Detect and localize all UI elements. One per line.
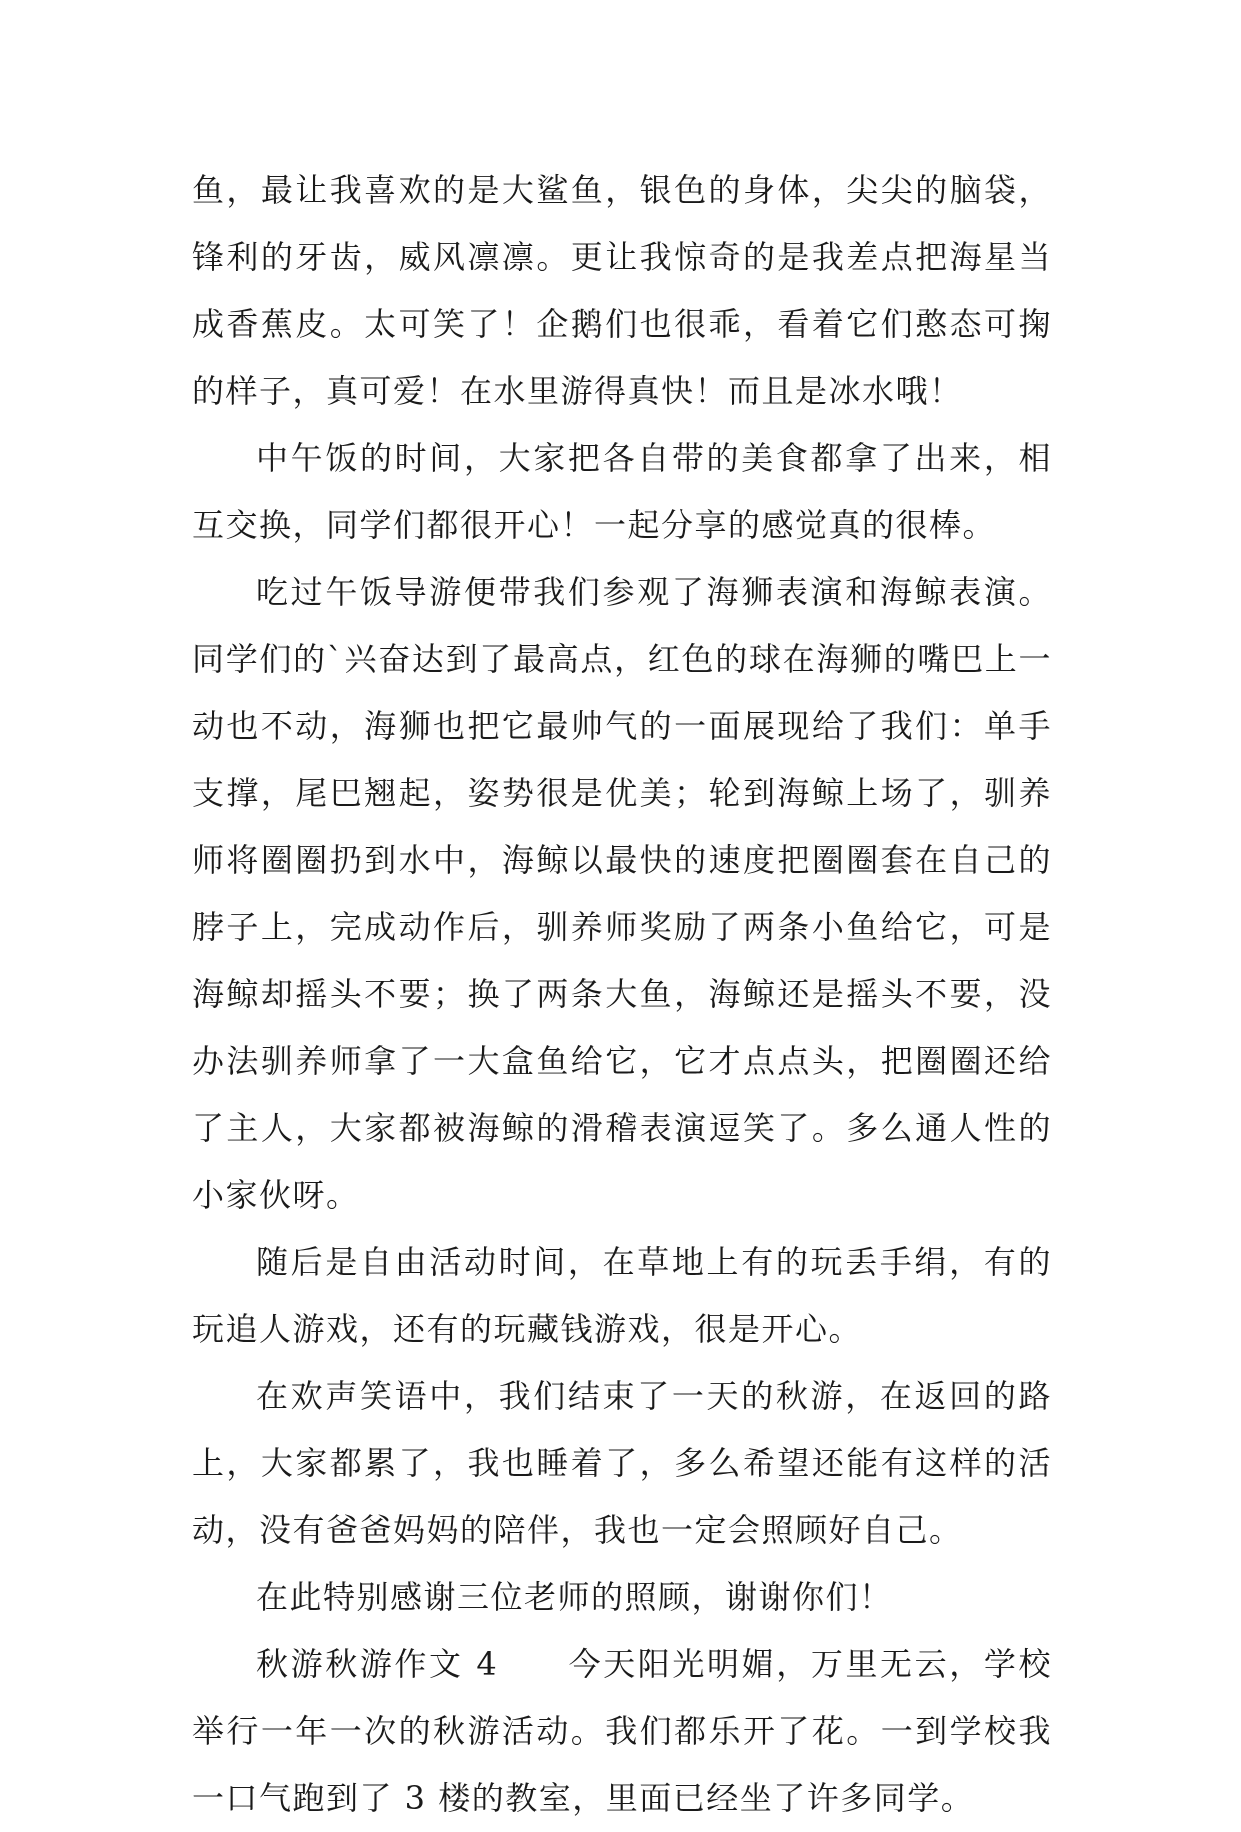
paragraph-4: 随后是自由活动时间，在草地上有的玩丢手绢，有的玩追人游戏，还有的玩藏钱游戏，很是开心。: [192, 1243, 1052, 1348]
paragraph-7: 秋游秋游作文 4 今天阳光明媚，万里无云，学校举行一年一次的秋游活动。我们都乐开了花。一到学校我一口气跑到了 3 楼的教室，里面已经坐了许多同学。: [192, 1645, 1052, 1817]
paragraph-6: 在此特别感谢三位老师的照顾，谢谢你们！: [256, 1578, 893, 1616]
paragraph-2: 中午饭的时间，大家把各自带的美食都拿了出来，相互交换，同学们都很开心！一起分享的感觉真的很棒。: [192, 439, 1052, 544]
paragraph-5: 在欢声笑语中，我们结束了一天的秋游，在返回的路上，大家都累了，我也睡着了，多么希望还能有这样的活动，没有爸爸妈妈的陪伴，我也一定会照顾好自己。: [192, 1377, 1052, 1549]
paragraph-1: 鱼，最让我喜欢的是大鲨鱼，银色的身体，尖尖的脑袋，锋利的牙齿，威风凛凛。更让我惊奇的是我差点把海星当成香蕉皮。太可笑了！企鹅们也很乖，看着它们憨态可掬的样子，真可爱！在水里游得真快！而且是冰水哦！: [192, 171, 1052, 410]
paragraph-3: 吃过午饭导游便带我们参观了海狮表演和海鲸表演。同学们的`兴奋达到了最高点，红色的球在海狮的嘴巴上一动也不动，海狮也把它最帅气的一面展现给了我们：单手支撑，尾巴翘起，姿势很是优美；轮到海鲸上场了，驯养师将圈圈扔到水中，海鲸以最快的速度把圈圈套在自己的脖子上，完成动作后，驯养师奖励了两条小鱼给它，可是海鲸却摇头不要；换了两条大鱼，海鲸还是摇头不要，没办法驯养师拿了一大盒鱼给它，它才点点头，把圈圈还给了主人，大家都被海鲸的滑稽表演逗笑了。多么通人性的小家伙呀。: [192, 573, 1052, 1214]
document-body: [192, 157, 1052, 1832]
